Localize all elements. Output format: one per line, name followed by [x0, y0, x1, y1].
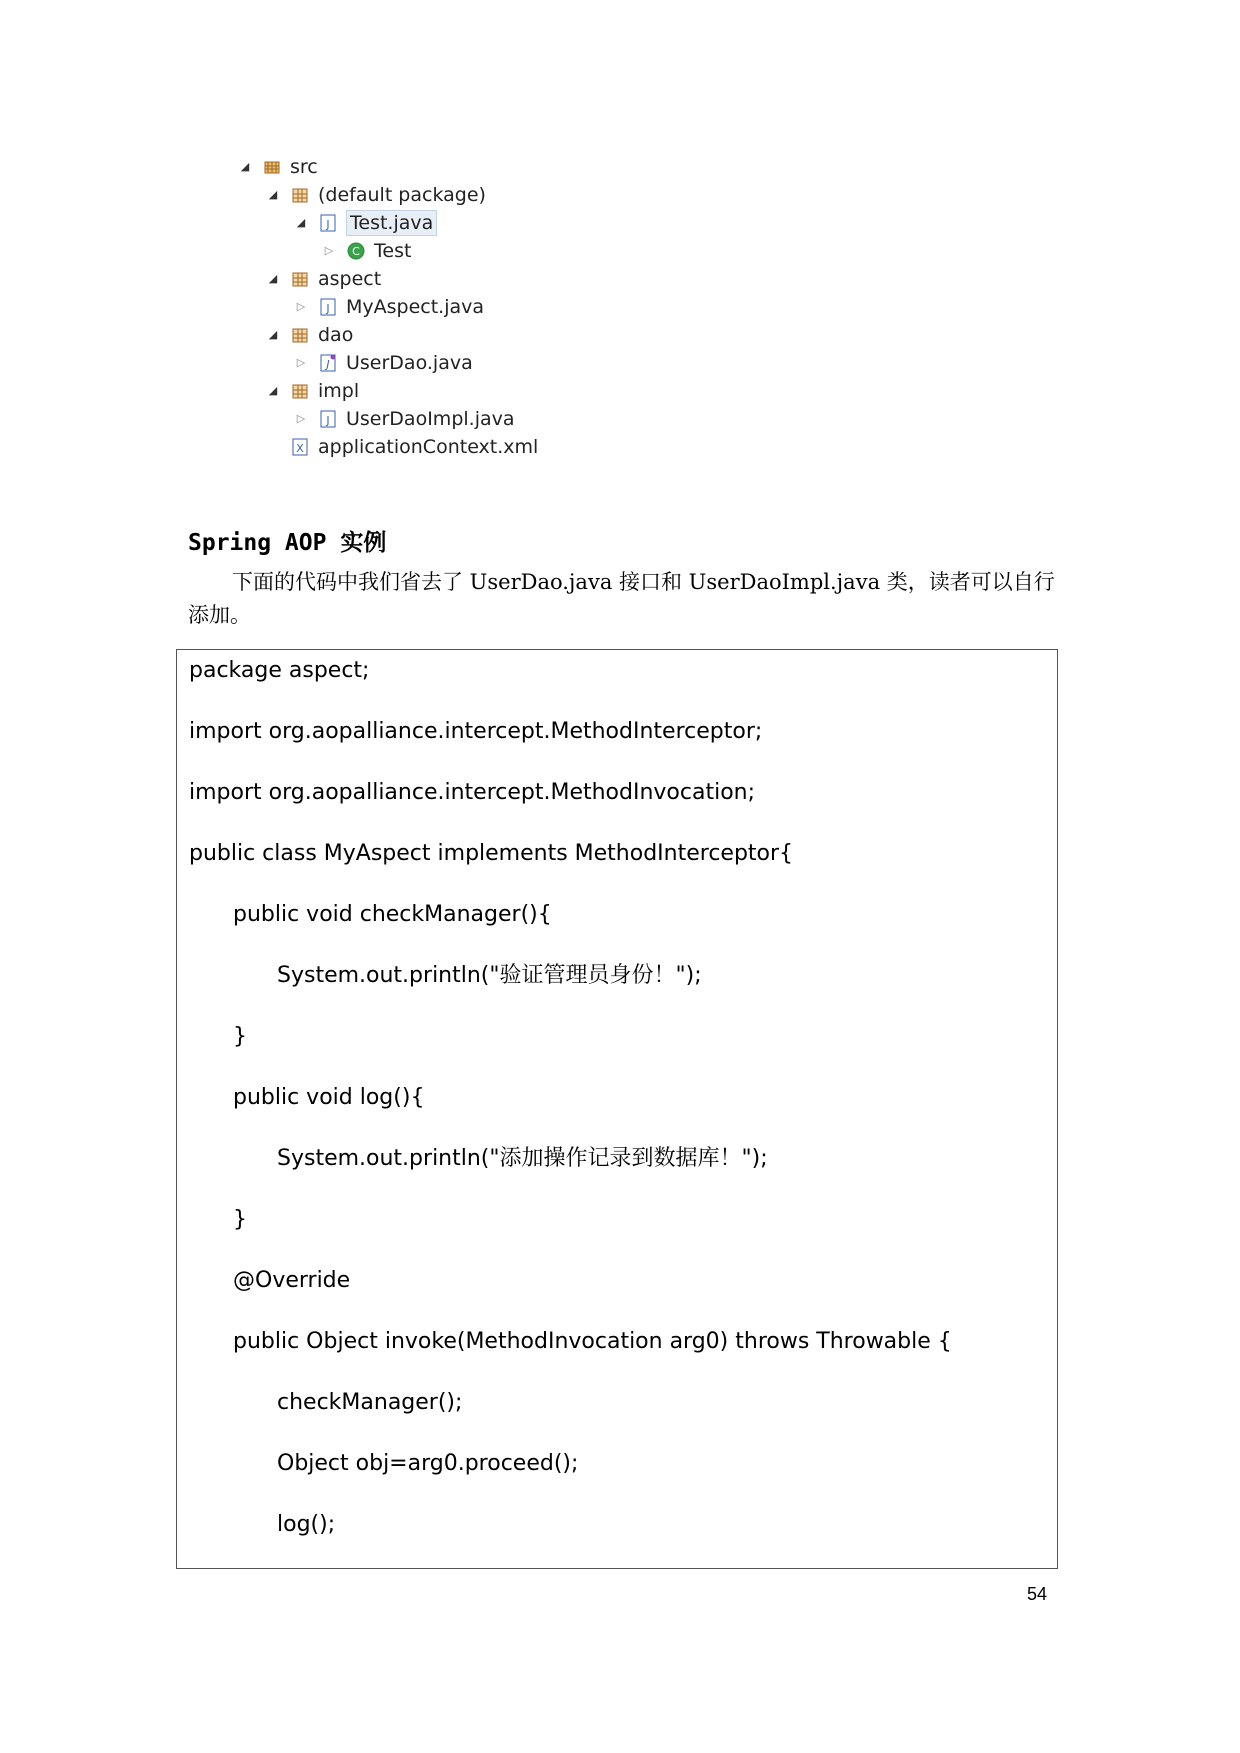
code-line: public Object invoke(MethodInvocation arg0) throws Throwable {: [233, 1329, 952, 1354]
tree-node-test-class[interactable]: [322, 236, 411, 266]
tree-node-applicationcontext-xml[interactable]: [266, 432, 538, 462]
tree-label: aspect: [318, 268, 382, 290]
tree-node-default-package[interactable]: [266, 180, 486, 210]
svg-text:J: J: [326, 302, 330, 315]
collapsed-arrow-icon[interactable]: ▷: [296, 300, 306, 313]
code-block: [176, 649, 1058, 1569]
page-number: 54: [1027, 1584, 1048, 1604]
tree-label: Test.java: [346, 210, 437, 236]
package-icon: [290, 269, 310, 289]
svg-text:C: C: [352, 245, 360, 258]
tree-label: impl: [318, 380, 360, 402]
tree-label: UserDao.java: [346, 352, 473, 374]
code-line: log();: [277, 1512, 336, 1537]
tree-node-dao[interactable]: [266, 320, 353, 350]
svg-text:J: J: [326, 218, 330, 231]
tree-label: applicationContext.xml: [318, 436, 539, 458]
expanded-arrow-icon[interactable]: ◢: [296, 216, 306, 229]
tree-node-userdao-java[interactable]: [294, 348, 473, 378]
code-line: public class MyAspect implements MethodInterceptor{: [189, 841, 794, 866]
tree-node-src[interactable]: [238, 152, 318, 182]
svg-text:J: J: [326, 414, 330, 427]
java-interface-icon: [318, 353, 338, 373]
tree-label: dao: [318, 324, 354, 346]
java-file-icon: [318, 409, 338, 429]
xml-file-icon: [290, 437, 310, 457]
tree-label: src: [290, 156, 318, 178]
package-icon: [290, 381, 310, 401]
code-line: public void log(){: [233, 1085, 425, 1110]
package-icon: [290, 325, 310, 345]
code-line: import org.aopalliance.intercept.MethodInvocation;: [189, 780, 756, 805]
package-icon: [290, 185, 310, 205]
expanded-arrow-icon[interactable]: ◢: [268, 188, 278, 201]
tree-label: Test: [374, 240, 412, 262]
code-line: @Override: [233, 1268, 351, 1293]
tree-node-aspect[interactable]: [266, 264, 381, 294]
expanded-arrow-icon[interactable]: ◢: [268, 272, 278, 285]
code-line: public void checkManager(){: [233, 902, 552, 927]
intro-paragraph: 下面的代码中我们省去了 UserDao.java 接口和 UserDaoImpl.java 类，读者可以自行添加。: [188, 570, 1055, 627]
tree-label: UserDaoImpl.java: [346, 408, 515, 430]
class-icon: [346, 241, 366, 261]
expanded-arrow-icon[interactable]: ◢: [268, 328, 278, 341]
svg-text:J: J: [326, 358, 330, 371]
svg-text:X: X: [296, 442, 304, 455]
code-line: Object obj=arg0.proceed();: [277, 1451, 579, 1476]
tree-node-test-java[interactable]: [294, 208, 437, 238]
expanded-arrow-icon[interactable]: ◢: [240, 160, 250, 173]
code-line: package aspect;: [189, 658, 370, 683]
source-folder-icon: [262, 157, 282, 177]
java-file-icon: [318, 213, 338, 233]
section-heading: Spring AOP 实例: [188, 530, 387, 556]
collapsed-arrow-icon[interactable]: ▷: [296, 356, 306, 369]
code-line: checkManager();: [277, 1390, 463, 1415]
java-file-icon: [318, 297, 338, 317]
tree-label: MyAspect.java: [346, 296, 485, 318]
tree-node-impl[interactable]: [266, 376, 359, 406]
tree-node-userdaoimpl-java[interactable]: [294, 404, 515, 434]
code-line: import org.aopalliance.intercept.MethodInterceptor;: [189, 719, 763, 744]
collapsed-arrow-icon[interactable]: ▷: [324, 244, 334, 257]
tree-node-myaspect-java[interactable]: [294, 292, 484, 322]
code-line: }: [233, 1207, 247, 1232]
code-line: System.out.println("验证管理员身份！");: [277, 963, 702, 988]
code-line: System.out.println("添加操作记录到数据库！");: [277, 1146, 768, 1171]
collapsed-arrow-icon[interactable]: ▷: [296, 412, 306, 425]
code-line: }: [233, 1024, 247, 1049]
tree-label: (default package): [318, 184, 486, 206]
expanded-arrow-icon[interactable]: ◢: [268, 384, 278, 397]
